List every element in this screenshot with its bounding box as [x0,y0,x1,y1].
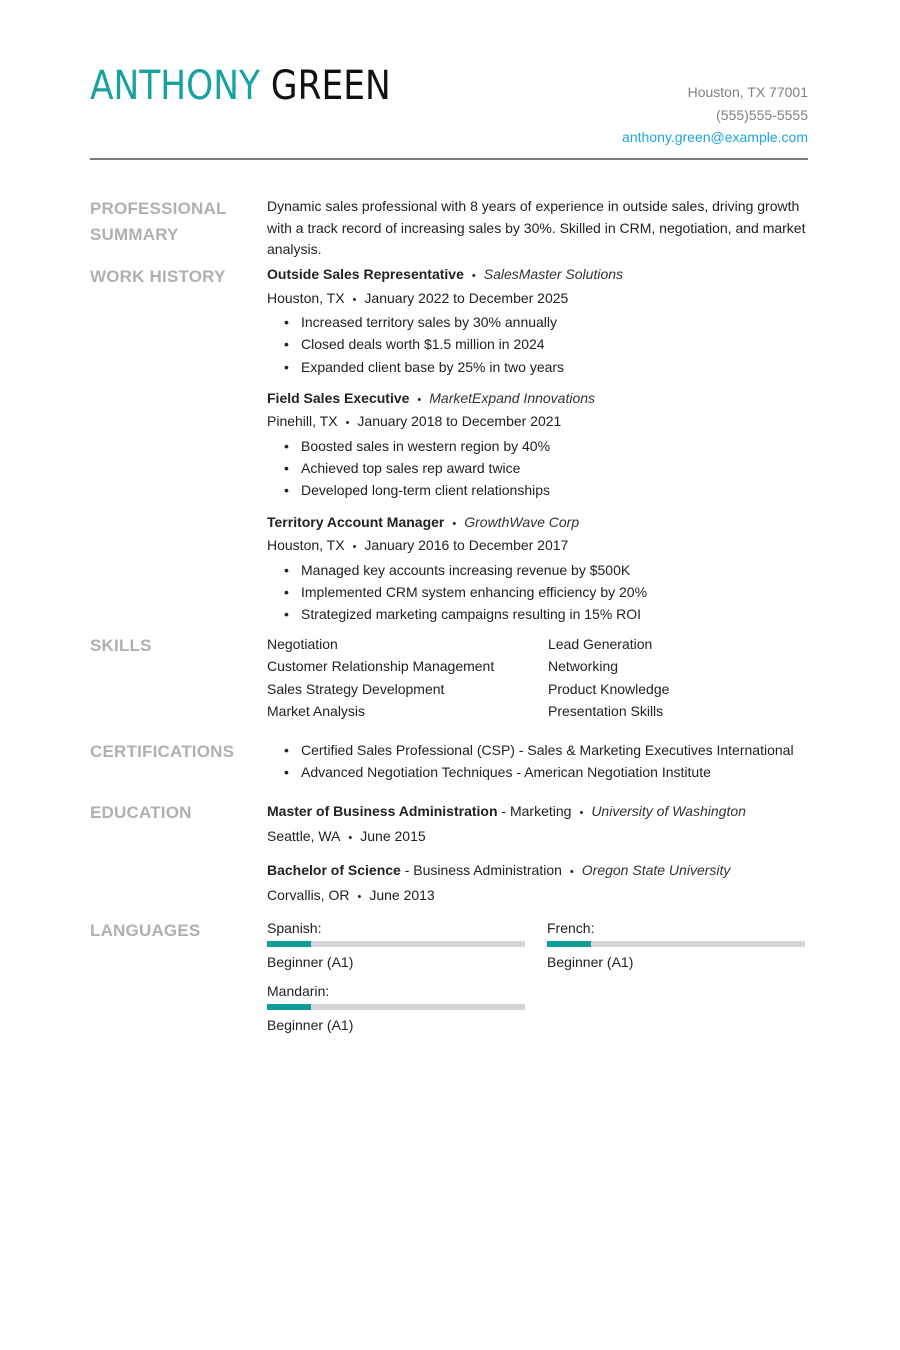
contact-address: Houston, TX 77001 [687,84,808,100]
education-entry [267,800,812,849]
section-label: WORK HISTORY [90,267,226,286]
job-bullet: • Closed deals worth $1.5 million in 2024 [301,333,812,355]
separator: • [579,807,584,819]
job-title: Territory Account Manager [267,513,445,530]
degree: Bachelor of Science [267,862,401,878]
separator: • [348,831,353,844]
school: Oregon State University [581,862,731,878]
job-bullet: • Managed key accounts increasing revenue by $500K [301,559,812,581]
job-entry [267,264,812,378]
language-level: Beginner (A1) [267,1017,354,1033]
job-bullet: • Implemented CRM system enhancing efficiency by 20% [301,581,812,603]
languages-grid [267,918,812,1036]
job-bullet: • Increased territory sales by 30% annually [301,311,812,333]
section-label: SKILLS [90,636,152,655]
job-title: Field Sales Executive [267,389,410,406]
language-level: Beginner (A1) [267,954,354,970]
certification-item: • Certified Sales Professional (CSP) - Sales & Marketing Executives International [301,739,812,761]
language-item [267,981,525,1036]
skill-item: Product Knowledge [548,680,670,697]
separator: • [345,417,350,430]
separator: • [417,393,422,406]
job-bullets [267,435,812,502]
job-title: Outside Sales Representative [267,266,464,282]
section-label: LANGUAGES [90,921,201,940]
header-divider [90,158,808,160]
section-summary [90,196,810,256]
skills-grid [267,633,812,722]
school: University of Washington [591,803,746,819]
last-name: GREEN [270,63,391,109]
first-name: ANTHONY [90,63,260,109]
job-bullet: • Strategized marketing campaigns resulting in 15% ROI [301,603,812,625]
separator: • [357,890,362,903]
certifications-list [267,739,812,784]
skill-item: Presentation Skills [548,702,664,719]
language-name: Mandarin: [267,983,330,999]
proficiency-fill [267,1004,311,1010]
edu-location: Seattle, WA [267,827,341,844]
job-entry [267,388,812,502]
separator: • [452,517,457,530]
language-item [267,918,525,973]
degree: Master of Business Administration [267,803,498,819]
job-bullet: • Achieved top sales rep award twice [301,457,812,479]
work-history-list [267,264,812,636]
proficiency-bar [547,941,805,947]
edu-date: June 2015 [360,827,426,844]
separator: • [352,293,357,306]
field-of-study: - Marketing [501,803,572,819]
proficiency-fill [547,941,591,947]
job-company: MarketExpand Innovations [429,389,596,406]
job-dates: January 2022 to December 2025 [364,289,569,306]
job-location: Pinehill, TX [267,413,338,430]
candidate-name [90,62,391,110]
section-label: CERTIFICATIONS [90,742,235,761]
separator: • [352,541,357,554]
section-label: PROFESSIONAL SUMMARY [90,199,227,244]
language-name: Spanish: [267,920,322,936]
edu-location: Corvallis, OR [267,886,350,903]
job-dates: January 2016 to December 2017 [364,537,569,554]
contact-email[interactable]: anthony.green@example.com [622,129,808,145]
job-location: Houston, TX [267,537,345,554]
language-item [547,918,805,973]
skill-item: Negotiation [267,636,338,652]
job-bullets [267,311,812,378]
certification-item: • Advanced Negotiation Techniques - American Negotiation Institute [301,761,812,783]
language-name: French: [547,920,595,936]
job-bullet: • Boosted sales in western region by 40% [301,435,812,457]
job-entry [267,512,812,626]
job-bullet: • Developed long-term client relationships [301,479,812,501]
field-of-study: - Business Administration [404,862,562,878]
edu-date: June 2013 [369,886,435,903]
job-bullets [267,559,812,626]
skill-item: Lead Generation [548,636,653,652]
job-bullet: • Expanded client base by 25% in two years [301,356,812,378]
skill-item: Networking [548,658,619,675]
summary-text: Dynamic sales professional with 8 years of experience in outside sales, driving growth with a track record of increasing sales by 30%. Skilled in CRM, negotiation, and market analysis. [267,198,806,257]
separator: • [569,866,574,878]
skill-item: Market Analysis [267,702,366,719]
proficiency-fill [267,941,311,947]
job-location: Houston, TX [267,289,345,306]
proficiency-bar [267,941,525,947]
job-company: SalesMaster Solutions [483,266,624,282]
section-label: EDUCATION [90,803,192,822]
job-dates: January 2018 to December 2021 [357,413,562,430]
contact-phone: (555)555-5555 [716,106,808,123]
proficiency-bar [267,1004,525,1010]
contact-info [622,81,808,149]
skill-item: Customer Relationship Management [267,658,495,675]
education-list [267,800,812,918]
skill-item: Sales Strategy Development [267,680,445,697]
job-company: GrowthWave Corp [464,513,580,530]
language-level: Beginner (A1) [547,954,634,970]
education-entry [267,859,812,908]
separator: • [471,270,476,282]
